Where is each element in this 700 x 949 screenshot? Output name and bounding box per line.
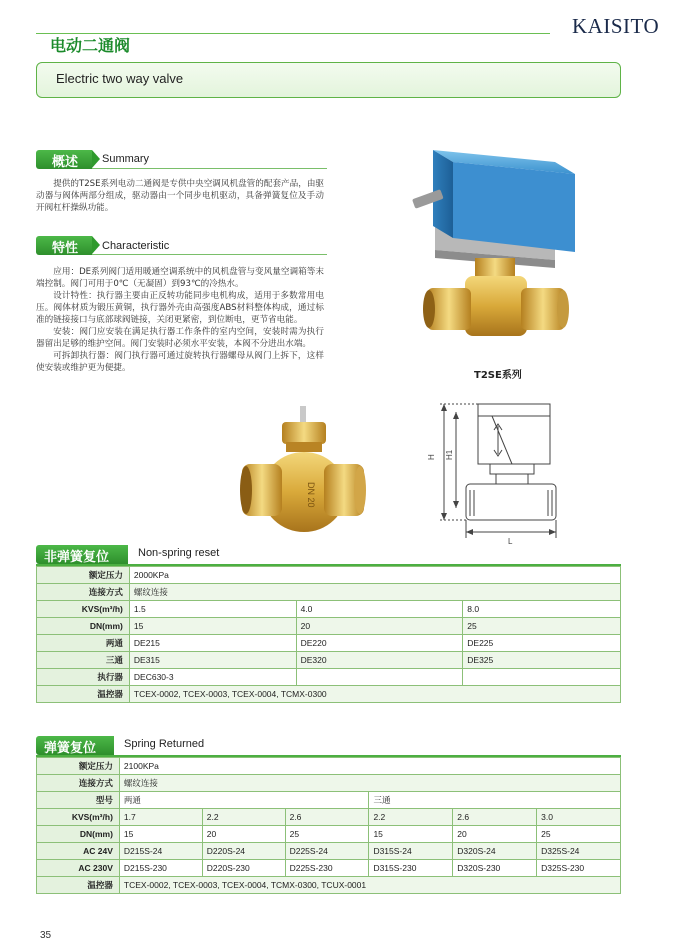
row-head: KVS(m³/h) — [37, 601, 130, 618]
row-head: AC 24V — [37, 843, 120, 860]
dim-label-h1: H1 — [445, 449, 454, 460]
valve-body-photo — [238, 402, 368, 534]
cell: DE215 — [129, 635, 296, 652]
row-head: DN(mm) — [37, 618, 130, 635]
product-caption: T2SE系列 — [474, 370, 522, 381]
table-row — [37, 792, 621, 809]
spring-tag — [36, 736, 114, 755]
row-head: 温控器 — [37, 877, 120, 894]
cell: DE320 — [296, 652, 463, 669]
row-head: DN(mm) — [37, 826, 120, 843]
non-spring-label-cn: 非弹簧复位 — [44, 550, 110, 565]
table-row — [37, 826, 621, 843]
row-head: 温控器 — [37, 686, 130, 703]
cell — [463, 669, 621, 686]
cell: D215S-24 — [119, 843, 202, 860]
cell: D315S-230 — [369, 860, 453, 877]
non-spring-tag — [36, 545, 128, 564]
characteristic-tag — [36, 236, 92, 255]
cell: D220S-230 — [202, 860, 285, 877]
cell: D225S-24 — [285, 843, 369, 860]
cell: 2.2 — [202, 809, 285, 826]
cell: D325S-230 — [537, 860, 621, 877]
valve-body-mark: DN 20 — [306, 482, 316, 508]
cell: 25 — [537, 826, 621, 843]
table-row — [37, 758, 621, 775]
table-row — [37, 567, 621, 584]
characteristic-para: 可拆卸执行器：阀门执行器可通过旋转执行器螺母从阀门上拆下，这样使安装或维护更为便捷。 — [36, 351, 324, 373]
characteristic-para: 应用：DE系列阀门适用暖通空调系统中的风机盘管与变风量空调箱等末端控制。阀门可用于0℃（无凝固）到93℃的冷热水。 — [36, 267, 324, 289]
row-head: 型号 — [37, 792, 120, 809]
cell: D220S-24 — [202, 843, 285, 860]
row-head: 额定压力 — [37, 567, 130, 584]
row-head: KVS(m³/h) — [37, 809, 120, 826]
spring-table — [36, 757, 621, 894]
table-row — [37, 601, 621, 618]
summary-tag — [36, 150, 92, 169]
row-head: AC 230V — [37, 860, 120, 877]
characteristic-para: 设计特性：执行器主要由正反转功能同步电机构成，适用于多数常用电压。阀体材质为锻压黄铜，执行器外壳由高强度ABS材料整体构成，通过标准的链接接口与底部球阀链接，关闭更紧密，到位断电，更节省电能。 — [36, 291, 324, 325]
cell: 2.6 — [453, 809, 537, 826]
non-spring-table — [36, 566, 621, 703]
brand-logo: KAISITO — [572, 14, 660, 38]
row-head: 连接方式 — [37, 775, 120, 792]
cell: 25 — [285, 826, 369, 843]
row-head: 连接方式 — [37, 584, 130, 601]
cell: 15 — [129, 618, 296, 635]
summary-label-en: Summary — [102, 153, 150, 165]
table-row — [37, 843, 621, 860]
cell: TCEX-0002, TCEX-0003, TCEX-0004, TCMX-0300, TCUX-0001 — [119, 877, 620, 894]
cell: 螺纹连接 — [129, 584, 620, 601]
cell: 1.7 — [119, 809, 202, 826]
summary-text: 提供的T2SE系列电动二通阀是专供中央空调风机盘管的配套产品，由驱动器与阀体两部分组成，驱动器由一个同步电机驱动，具备弹簧复位及手动开阀杠杆操纵功能。 — [36, 179, 325, 213]
cell: 2100KPa — [119, 758, 620, 775]
cell: 3.0 — [537, 809, 621, 826]
cell: DE315 — [129, 652, 296, 669]
cell: D320S-230 — [453, 860, 537, 877]
cell: 25 — [463, 618, 621, 635]
table-row — [37, 809, 621, 826]
table-row — [37, 618, 621, 635]
cell: 2000KPa — [129, 567, 620, 584]
spring-label-cn: 弹簧复位 — [44, 741, 97, 756]
table-row — [37, 686, 621, 703]
row-head: 两通 — [37, 635, 130, 652]
cell: 1.5 — [129, 601, 296, 618]
table-row — [37, 635, 621, 652]
cell: D325S-24 — [537, 843, 621, 860]
cell: D320S-24 — [453, 843, 537, 860]
row-head: 三通 — [37, 652, 130, 669]
table-row — [37, 652, 621, 669]
summary-label-cn: 概述 — [52, 155, 79, 170]
characteristic-para: 安装：阀门应安装在满足执行器工作条件的室内空间，安装时需为执行器留出足够的维护空间。阀门安装时必须水平安装，本阀不分进出水端。 — [36, 327, 324, 349]
cell: D215S-230 — [119, 860, 202, 877]
page-title-en: Electric two way valve — [56, 71, 184, 86]
page-number: 35 — [40, 930, 52, 941]
characteristic-rule — [92, 254, 327, 255]
table-row — [37, 584, 621, 601]
cell: 15 — [369, 826, 453, 843]
cell: DEC630-3 — [129, 669, 296, 686]
cell: DE220 — [296, 635, 463, 652]
cell: 2.2 — [369, 809, 453, 826]
cell: DE325 — [463, 652, 621, 669]
cell: TCEX-0002, TCEX-0003, TCEX-0004, TCMX-0300 — [129, 686, 620, 703]
cell: 8.0 — [463, 601, 621, 618]
row-head: 额定压力 — [37, 758, 120, 775]
characteristic-label-cn: 特性 — [52, 241, 79, 256]
summary-text-block — [36, 178, 324, 214]
table-row — [37, 860, 621, 877]
dim-label-h: H — [427, 454, 436, 460]
row-head: 执行器 — [37, 669, 130, 686]
cell: 20 — [296, 618, 463, 635]
table-row — [37, 775, 621, 792]
cell: 20 — [202, 826, 285, 843]
actuator-valve-photo — [405, 140, 590, 355]
cell: 4.0 — [296, 601, 463, 618]
cell: D225S-230 — [285, 860, 369, 877]
spring-label-en: Spring Returned — [124, 738, 205, 750]
cell: DE225 — [463, 635, 621, 652]
cell: 螺纹连接 — [119, 775, 620, 792]
characteristic-text-block — [36, 266, 324, 374]
cell: 三通 — [369, 792, 621, 809]
cell: 20 — [453, 826, 537, 843]
table-row — [37, 669, 621, 686]
characteristic-label-en: Characteristic — [102, 240, 170, 252]
cell: 两通 — [119, 792, 369, 809]
dimension-drawing — [427, 398, 570, 548]
cell: D315S-24 — [369, 843, 453, 860]
cell — [296, 669, 463, 686]
summary-rule — [92, 168, 327, 169]
non-spring-label-en: Non-spring reset — [138, 547, 220, 559]
page-title-cn: 电动二通阀 — [50, 36, 131, 55]
cell: 15 — [119, 826, 202, 843]
cell: 2.6 — [285, 809, 369, 826]
table-row — [37, 877, 621, 894]
dim-label-l: L — [508, 537, 513, 546]
